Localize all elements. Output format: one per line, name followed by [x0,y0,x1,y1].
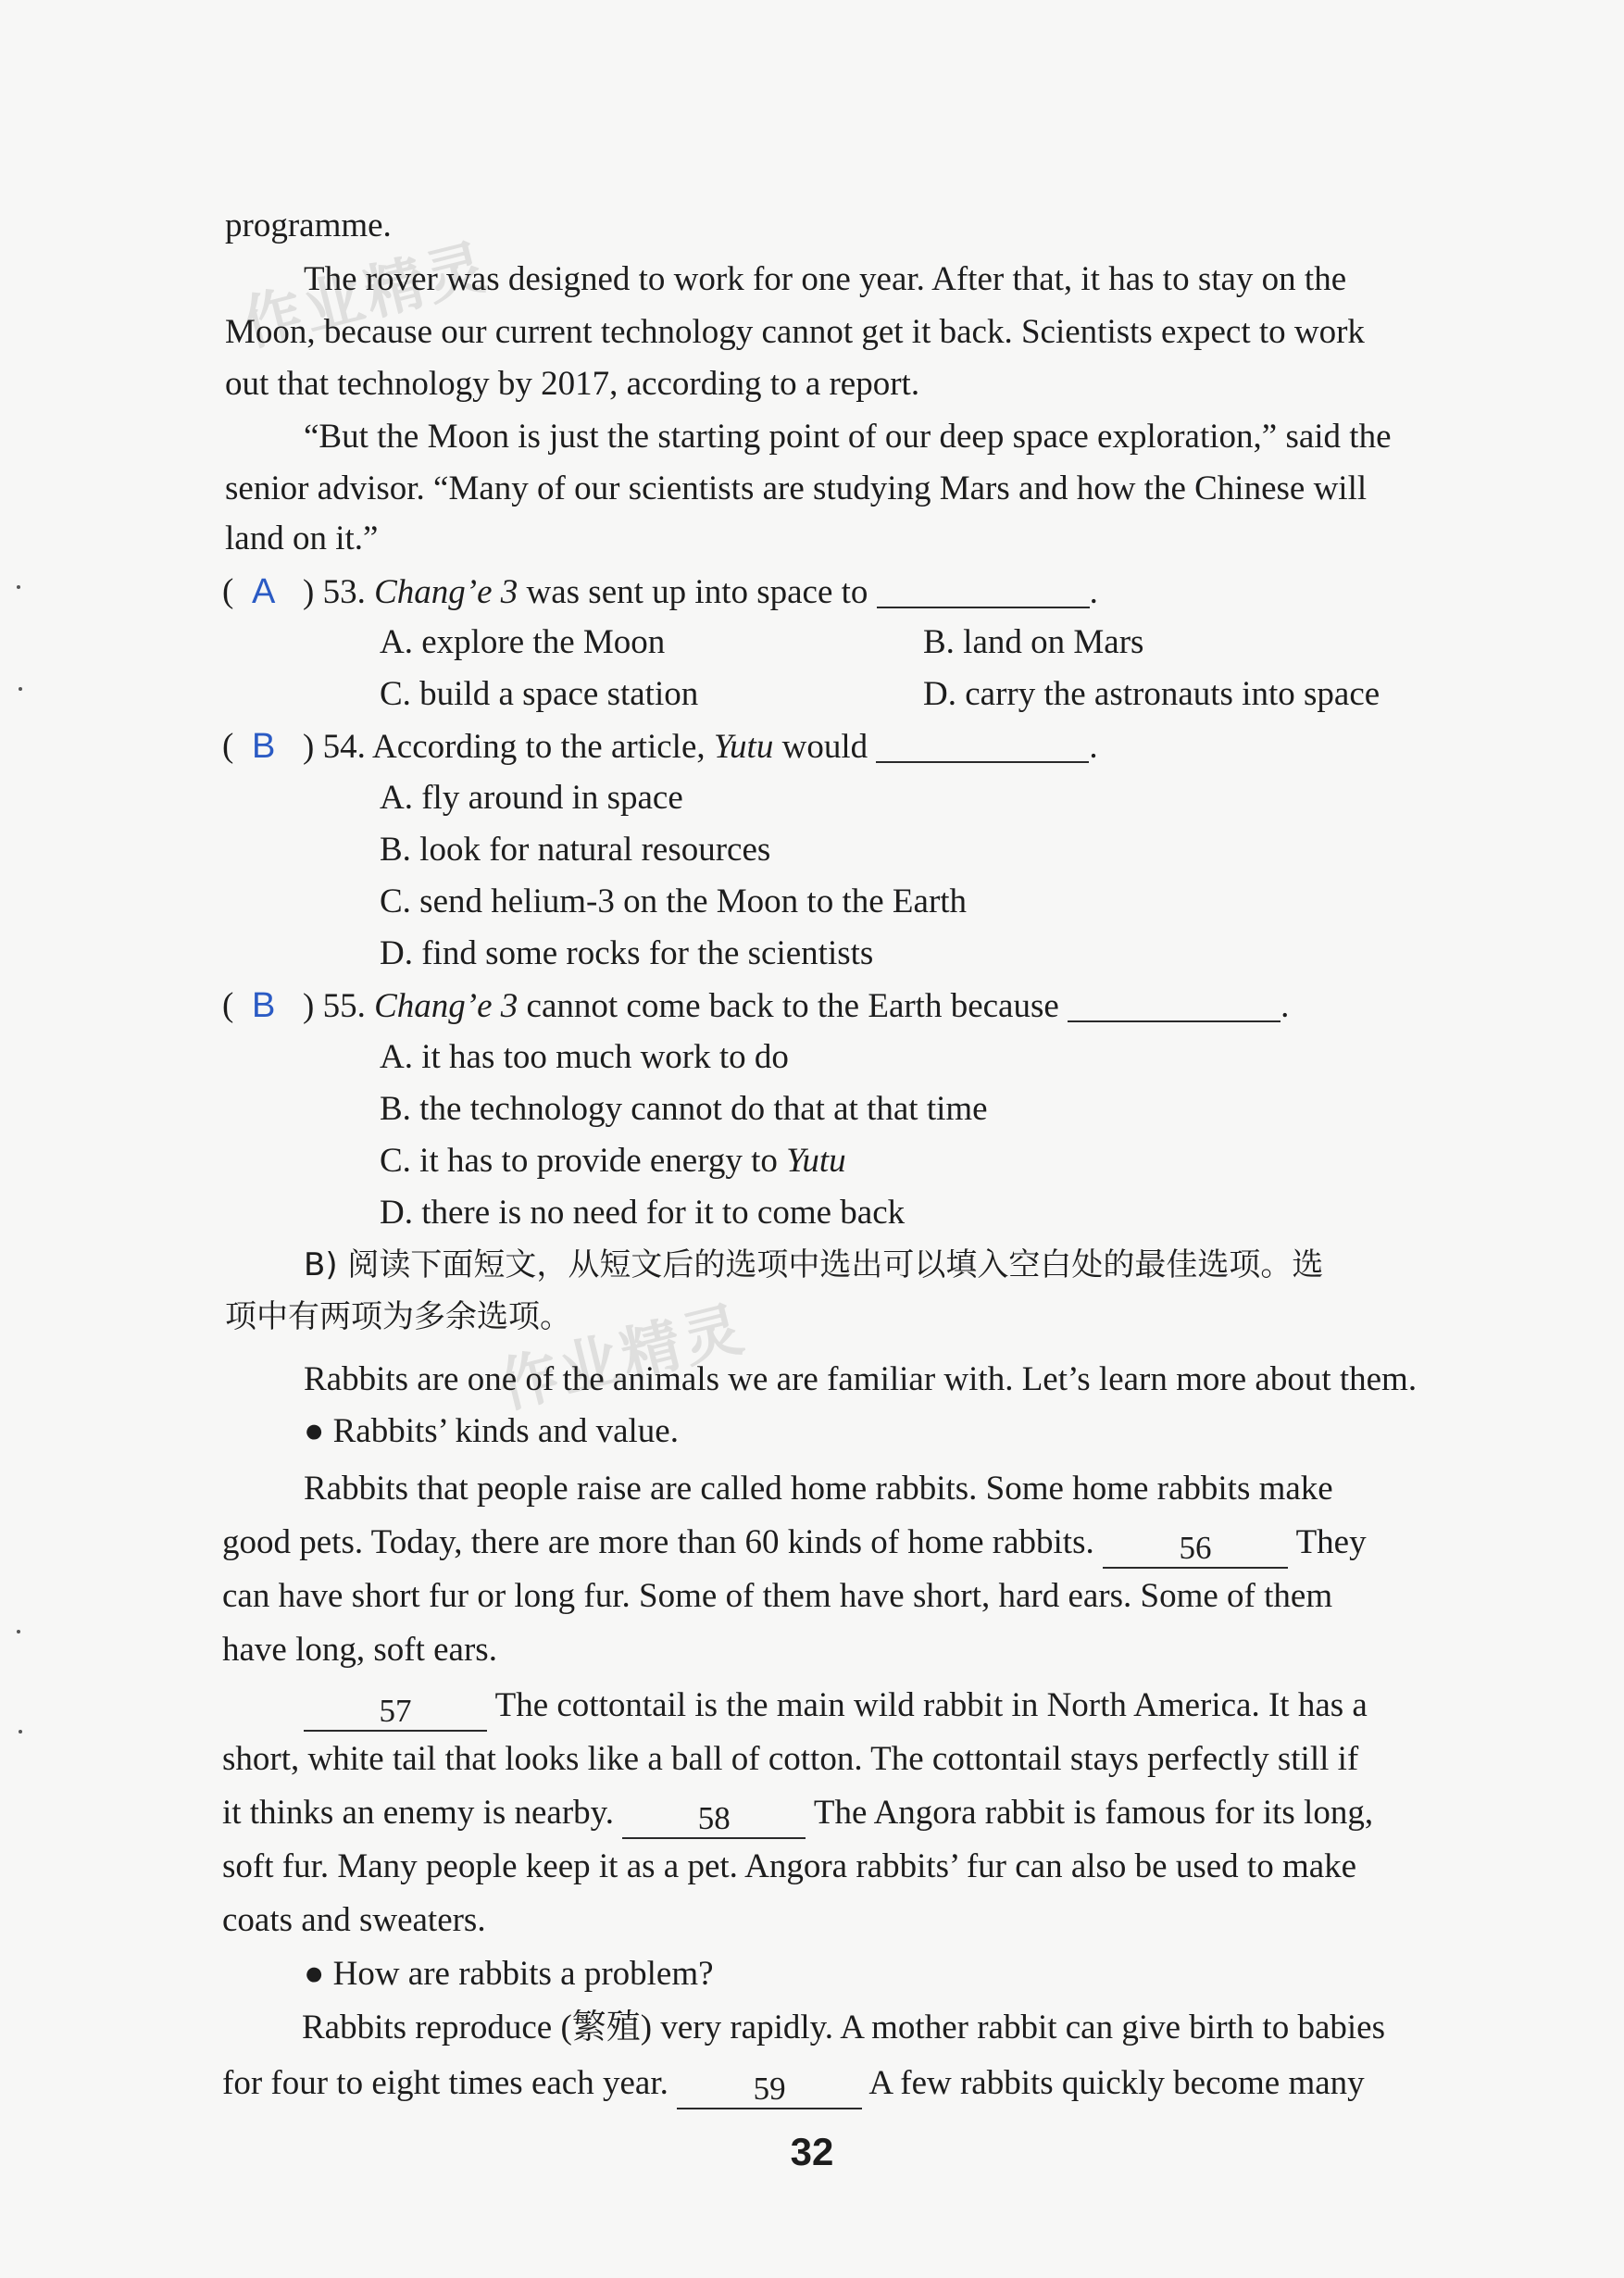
text-line: 57 The cottontail is the main wild rabbit in North America. It has a [0,1683,1624,1732]
margin-speck [19,687,22,691]
option-c: C. it has to provide energy to Yutu [380,1142,846,1180]
answer-blank [876,724,1089,763]
text-line: good pets. Today, there are more than 60 kinds of home rabbits. 56 They [0,1521,1624,1569]
answer-55: B [252,986,276,1025]
answer-paren-open: ( [222,572,234,610]
question-53: ) 53. Chang’e 3 was sent up into space to . [0,570,1624,615]
text-line: soft fur. Many people keep it as a pet. Angora rabbits’ fur can also be used to make [222,1847,1357,1885]
blank-56: 56 [1103,1530,1288,1569]
text-line: programme. [225,207,392,244]
answer-paren-open: ( [222,986,234,1024]
option-c: C. send helium-3 on the Moon to the Earth [380,882,968,920]
page-number: 32 [790,2130,834,2173]
option-b: B. land on Mars [923,623,1144,661]
text-line: have long, soft ears. [222,1631,497,1669]
section-heading: ● How are rabbits a problem? [304,1955,714,1993]
text-line: Rabbits are one of the animals we are familiar with. Let’s learn more about them. [304,1360,1418,1398]
question-55: ) 55. Chang’e 3 cannot come back to the Earth because . [0,983,1624,1029]
text-line: Rabbits reproduce (繁殖) very rapidly. A mother rabbit can give birth to babies [302,2009,1385,2046]
text-line: The rover was designed to work for one year. After that, it has to stay on the [304,260,1347,298]
option-a: A. it has too much work to do [380,1038,789,1076]
question-54: ) 54. According to the article, Yutu would . [0,724,1624,770]
option-b: B. the technology cannot do that at that time [380,1090,988,1128]
text-line: senior advisor. “Many of our scientists are studying Mars and how the Chinese will [225,469,1368,507]
text-line: short, white tail that looks like a ball of cotton. The cottontail stays perfectly still if [222,1740,1359,1778]
blank-58: 58 [622,1800,806,1839]
option-a: A. explore the Moon [380,623,666,661]
answer-53: A [252,572,276,611]
watermark: 作业精灵 [492,1295,754,1422]
answer-paren-open: ( [222,727,234,765]
option-d: D. there is no need for it to come back [380,1194,906,1232]
option-b: B. look for natural resources [380,831,771,869]
blank-59: 59 [677,2071,862,2109]
text-line: for four to eight times each year. 59 A few rabbits quickly become many [0,2061,1624,2109]
text-line: out that technology by 2017, according to a report. [225,365,920,403]
text-line: Rabbits that people raise are called home rabbits. Some home rabbits make [304,1470,1333,1508]
section-b-instruction: 项中有两项为多余选项。 [225,1298,571,1335]
answer-blank [877,570,1090,608]
answer-blank [1068,983,1280,1022]
text-line: coats and sweaters. [222,1901,486,1939]
option-c: C. build a space station [380,675,699,713]
answer-54: B [252,727,276,766]
text-line: land on it.” [225,519,379,557]
option-d: D. find some rocks for the scientists [380,934,874,972]
section-heading: ● Rabbits’ kinds and value. [304,1412,679,1450]
option-d: D. carry the astronauts into space [923,675,1380,713]
blank-57: 57 [304,1693,487,1732]
text-line: it thinks an enemy is nearby. 58 The Angora rabbit is famous for its long, [0,1791,1624,1839]
text-line: can have short fur or long fur. Some of them have short, hard ears. Some of them [222,1577,1333,1615]
watermark: 作业精灵 [235,232,497,360]
text-line: Moon, because our current technology cannot get it back. Scientists expect to work [225,313,1365,351]
text-line: “But the Moon is just the starting point of our deep space exploration,” said the [304,418,1392,456]
section-b-instruction: B) 阅读下面短文，从短文后的选项中选出可以填入空白处的最佳选项。选 [304,1246,1324,1283]
option-a: A. fly around in space [380,779,683,817]
